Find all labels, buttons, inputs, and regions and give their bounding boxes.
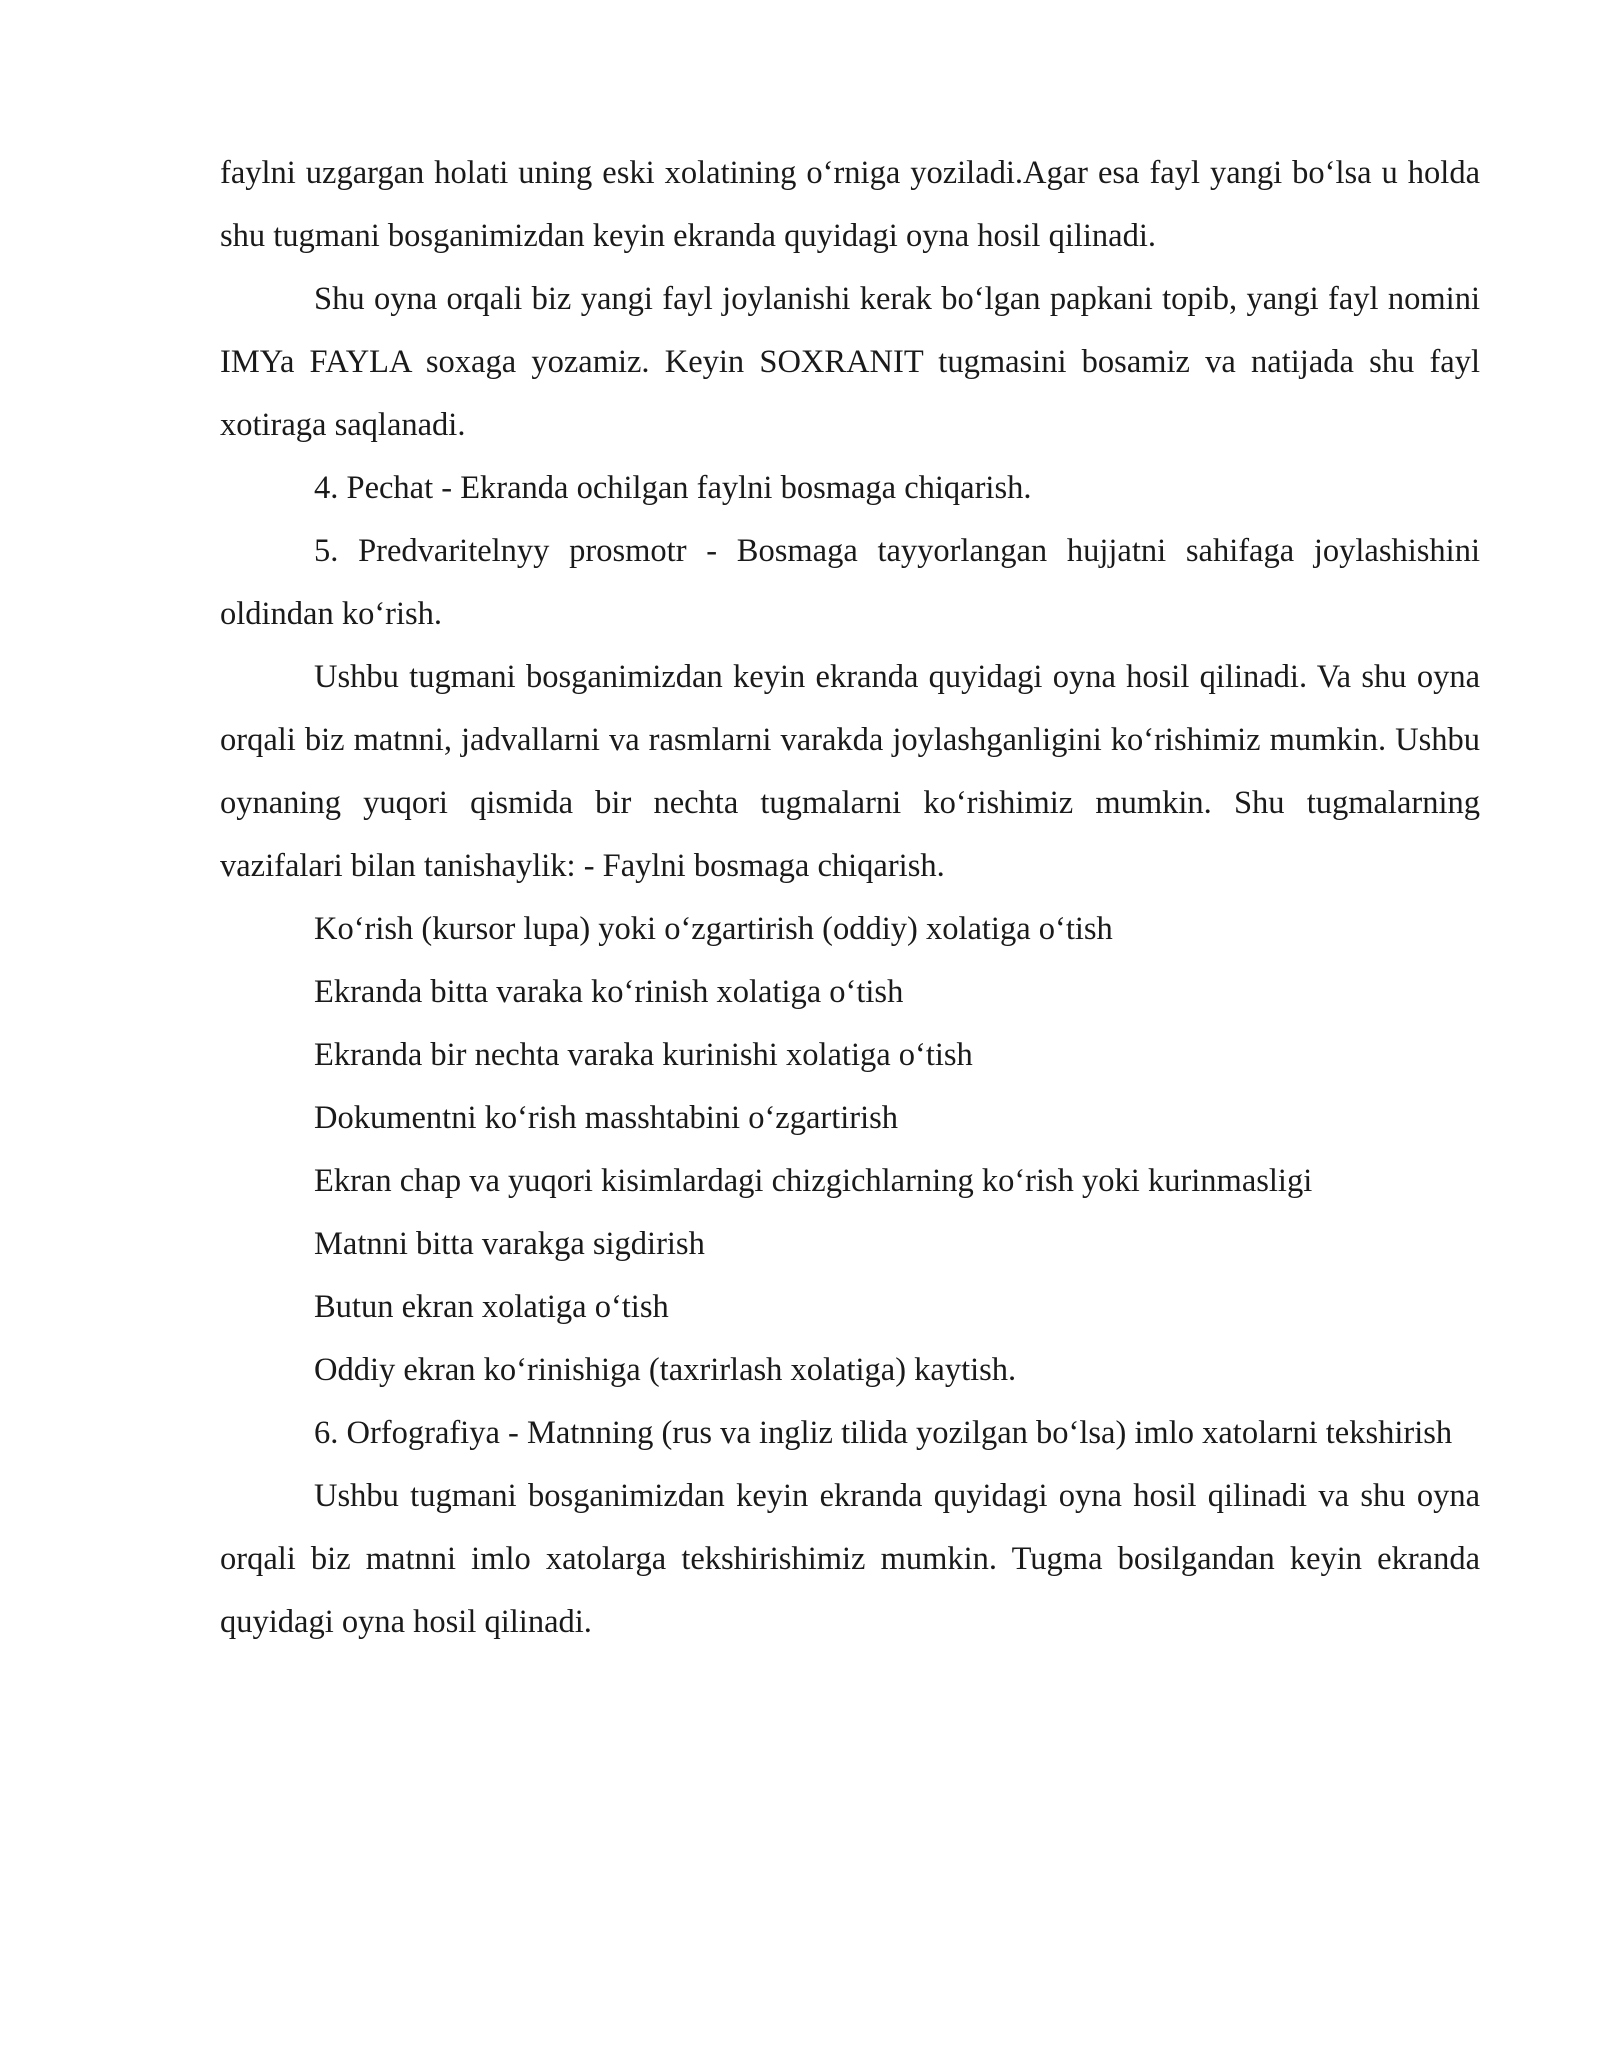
list-item: Butun ekran xolatiga o‘tish — [314, 1289, 669, 1325]
list-item: Dokumentni ko‘rish masshtabini o‘zgartirish — [314, 1100, 899, 1136]
paragraph-5: Ushbu tugmani bosganimizdan keyin ekranda quyidagi oyna hosil qilinadi. Va shu oyna orqali biz matnni, jadvallarni va rasmlarni varakda joylashganligini ko‘rishimiz mumkin. Ushbu oynaning yuqori qismida bir nechta tugmalarni ko‘rishimiz mumkin. Shu tugmalarning vazifalari bilan tanishaylik: - Faylni bosmaga chiqarish. — [220, 659, 1480, 884]
list-item: Matnni bitta varakga sigdirish — [314, 1226, 705, 1262]
list-item: Ko‘rish (kursor lupa) yoki o‘zgartirish (oddiy) xolatiga o‘tish — [314, 911, 1113, 947]
paragraph-2: Shu oyna orqali biz yangi fayl joylanishi kerak bo‘lgan papkani topib, yangi fayl nomini IMYa FAYLA soxaga yozamiz. Keyin SOXRANIT tugmasini bosamiz va natijada shu fayl xotiraga saqlanadi. — [220, 281, 1480, 443]
paragraph-7: Ushbu tugmani bosganimizdan keyin ekranda quyidagi oyna hosil qilinadi va shu oyna orqali biz matnni imlo xatolarga tekshirishimiz mumkin. Tugma bosilgandan keyin ekranda quyidagi oyna hosil qilinadi. — [220, 1478, 1480, 1640]
list-item: Oddiy ekran ko‘rinishiga (taxrirlash xolatiga) kaytish. — [314, 1352, 1017, 1388]
list-item: Ekranda bir nechta varaka kurinishi xolatiga o‘tish — [314, 1037, 973, 1073]
list-item: Ekranda bitta varaka ko‘rinish xolatiga o‘tish — [314, 974, 904, 1010]
paragraph-1: faylni uzgargan holati uning eski xolatining o‘rniga yoziladi.Agar esa fayl yangi bo‘lsa u holda shu tugmani bosganimizdan keyin ekranda quyidagi oyna hosil qilinadi. — [220, 155, 1480, 254]
paragraph-6: 6. Orfografiya - Matnning (rus va ingliz tilida yozilgan bo‘lsa) imlo xatolarni tekshirish — [314, 1415, 1453, 1451]
paragraph-3: 4. Pechat - Ekranda ochilgan faylni bosmaga chiqarish. — [314, 470, 1032, 506]
paragraph-4: 5. Predvaritelnyy prosmotr - Bosmaga tayyorlangan hujjatni sahifaga joylashishini oldindan ko‘rish. — [220, 533, 1480, 632]
document-page — [220, 142, 1480, 1654]
list-item: Ekran chap va yuqori kisimlardagi chizgichlarning ko‘rish yoki kurinmasligi — [314, 1163, 1313, 1199]
